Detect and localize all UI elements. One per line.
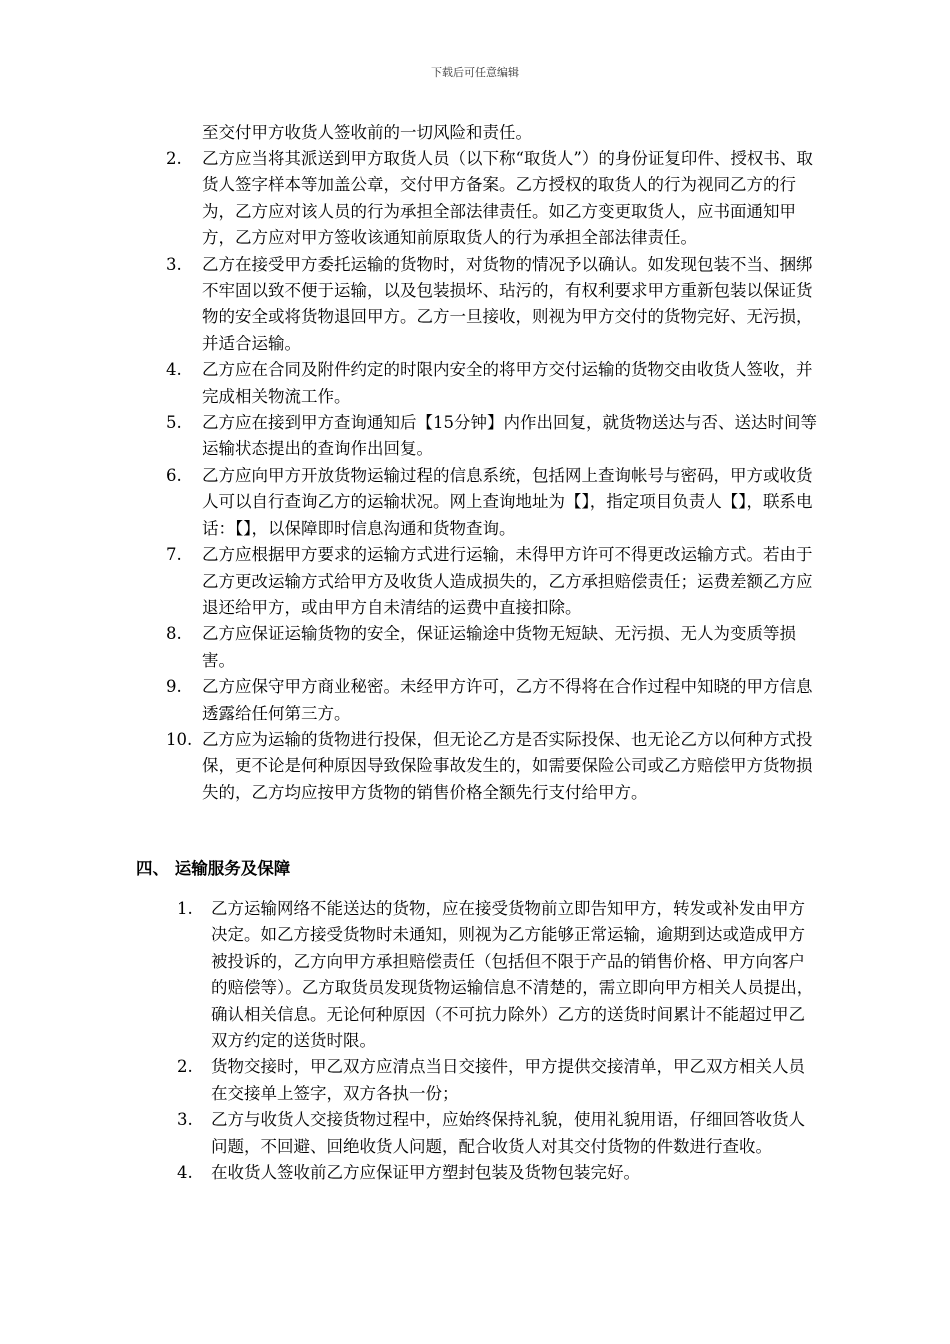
list-item-text: 乙方与收货人交接货物过程中，应始终保持礼貌，使用礼貌用语，仔细回答收货人问题，不回避、回绝收货人问题，配合收货人对其交付货物的件数进行查收。 (211, 1110, 805, 1156)
list-item-text: 乙方应在接到甲方查询通知后【15分钟】内作出回复，就货物送达与否、送达时间等运输状态提出的查询作出回复。 (202, 413, 817, 459)
list-item-number: 3. (177, 1110, 193, 1130)
list-item-text: 乙方应保证运输货物的安全，保证运输途中货物无短缺、无污损、无人为变质等损害。 (202, 624, 796, 670)
list-item (0, 674, 827, 727)
list-item-number: 4. (166, 360, 182, 380)
section-heading: 四、 运输服务及保障 (136, 859, 291, 878)
list-item (0, 146, 827, 252)
list-item-text: 乙方应当将其派送到甲方取货人员（以下称“取货人”）的身份证复印件、授权书、取货人签字样本等加盖公章，交付甲方备案。乙方授权的取货人的行为视同乙方的行为，乙方应对该人员的行为承担全部法律责任。如乙方变更取货人，应书面通知甲方，乙方应对甲方签收该通知前原取货人的行为承担全部法律责任。 (202, 149, 813, 248)
list-item (0, 896, 817, 1054)
list-item-text: 乙方应在合同及附件约定的时限内安全的将甲方交付运输的货物交由收货人签收，并完成相关物流工作。 (202, 360, 813, 406)
list-item (0, 1054, 817, 1107)
list-item-number: 8. (166, 624, 182, 644)
list-item (0, 727, 827, 806)
list-item-number: 2. (177, 1057, 193, 1077)
list-item-text: 乙方应向甲方开放货物运输过程的信息系统，包括网上查询帐号与密码，甲方或收货人可以自行查询乙方的运输状况。网上查询地址为【】，指定项目负责人【】，联系电话：【】，以保障即时信息沟通和货物查询。 (202, 465, 813, 538)
list-item-text: 在收货人签收前乙方应保证甲方塑封包装及货物包装完好。 (211, 1163, 640, 1183)
list-item (0, 542, 827, 621)
list-item-text: 乙方运输网络不能送达的货物，应在接受货物前立即告知甲方，转发或补发由甲方决定。如乙方接受货物时未通知，则视为乙方能够正常运输，逾期到达或造成甲方被投诉的，乙方向甲方承担赔偿责任（包括但不限于产品的销售价格、甲方向客户的赔偿等）。乙方取货员发现货物运输信息不清楚的，需立即向甲方相关人员提出，确认相关信息。无论何种原因（不可抗力除外）乙方的送货时间累计不能超过甲乙双方约定的送货时限。 (211, 899, 814, 1051)
list-item (0, 357, 827, 410)
list-item-text: 乙方应为运输的货物进行投保，但无论乙方是否实际投保、也无论乙方以何种方式投保，更不论是何种原因导致保险事故发生的，如需要保险公司或乙方赔偿甲方货物损失的，乙方均应按甲方货物的销售价格全额先行支付给甲方。 (202, 729, 813, 802)
obligations-list (0, 146, 950, 806)
list-item (0, 1160, 817, 1186)
service-guarantee-list (0, 896, 950, 1186)
list-item-number: 9. (166, 677, 182, 697)
list-item-number: 1. (177, 899, 193, 918)
list-item (0, 463, 827, 542)
list-item-number: 2. (166, 149, 182, 168)
list-item-number: 7. (166, 545, 182, 565)
list-item-number: 6. (166, 465, 182, 485)
list-item-text: 货物交接时，甲乙双方应清点当日交接件，甲方提供交接清单，甲乙双方相关人员在交接单上签字，双方各执一份； (211, 1057, 805, 1103)
list-item-number: 4. (177, 1163, 193, 1183)
list-item (0, 410, 827, 463)
page-header: 下载后可任意编辑 (431, 66, 519, 79)
list-item (0, 1107, 817, 1160)
list-item-number: 5. (166, 413, 182, 433)
list-item-number: 10. (166, 729, 193, 749)
list-item-text: 乙方在接受甲方委托运输的货物时，对货物的情况予以确认。如发现包装不当、捆绑不牢固以致不便于运输，以及包装损坏、玷污的，有权利要求甲方重新包装以保证货物的安全或将货物退回甲方。乙方一旦接收，则视为甲方交付的货物完好、无污损，并适合运输。 (202, 254, 813, 353)
list-item-text: 乙方应根据甲方要求的运输方式进行运输，未得甲方许可不得更改运输方式。若由于乙方更改运输方式给甲方及收货人造成损失的，乙方承担赔偿责任；运费差额乙方应退还给甲方，或由甲方自未清结的运费中直接扣除。 (202, 545, 813, 617)
continuation-paragraph: 至交付甲方收货人签收前的一切风险和责任。 (202, 123, 532, 142)
list-item-number: 3. (166, 254, 182, 274)
list-item-text: 乙方应保守甲方商业秘密。未经甲方许可，乙方不得将在合作过程中知晓的甲方信息透露给任何第三方。 (202, 677, 813, 723)
list-item (0, 621, 827, 674)
list-item (0, 252, 827, 358)
